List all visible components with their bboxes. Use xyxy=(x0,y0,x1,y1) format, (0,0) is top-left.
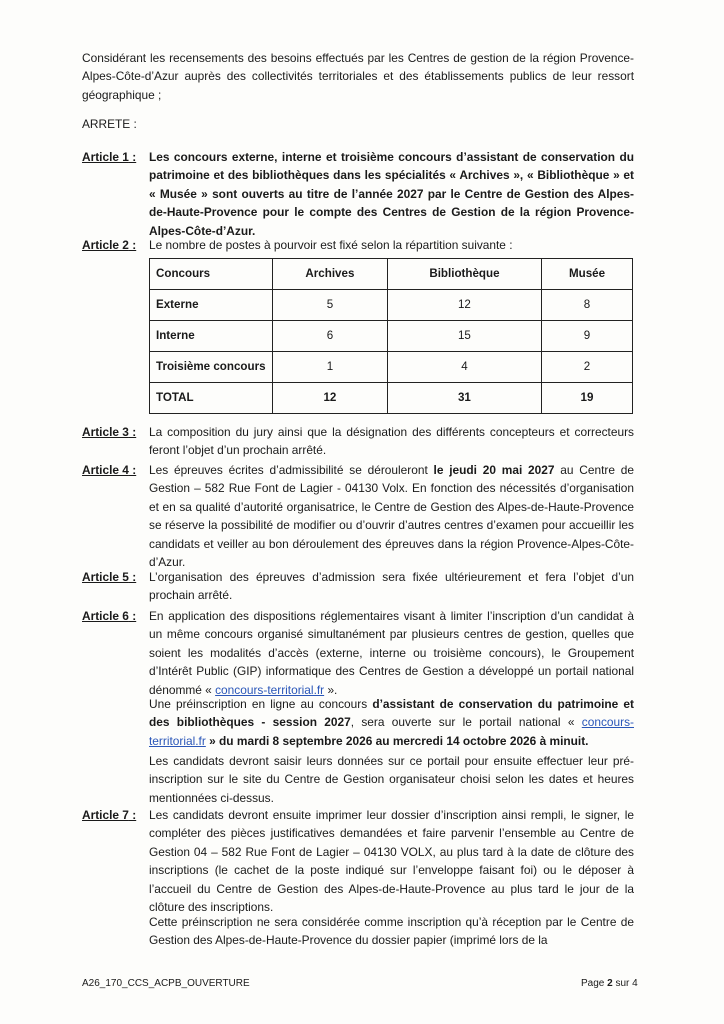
preamble-paragraph: Considérant les recensements des besoins effectués par les Centres de gestion de la région Provence-Alpes-Côte-d’Azur auprès des collectivités territoriales et des établissements publics de leur ressort géographique ; xyxy=(82,51,634,102)
table-cell: 1 xyxy=(273,352,388,383)
table-cell: 9 xyxy=(542,321,633,352)
article-7-paragraph-2: Cette préinscription ne sera considérée comme inscription qu’à réception par le Centre de Gestion des Alpes-de-Haute-Provence du dossier papier (imprimé lors de la xyxy=(149,915,634,948)
arrete-heading: ARRETE : xyxy=(82,117,137,131)
table-row xyxy=(150,352,633,383)
article-7-label: Article 7 : xyxy=(82,808,137,822)
table-cell: 31 xyxy=(387,383,541,414)
table-cell: 5 xyxy=(273,290,388,321)
table-header-cell: Archives xyxy=(273,259,388,290)
article-2-label: Article 2 : xyxy=(82,238,137,252)
table-header-cell: Bibliothèque xyxy=(387,259,541,290)
table-row xyxy=(150,290,633,321)
table-header-row xyxy=(150,259,633,290)
table-cell: TOTAL xyxy=(150,383,273,414)
table-header-cell: Concours xyxy=(150,259,273,290)
article-6-body: En application des dispositions réglementaires visant à limiter l’inscription d’un candidat à un même concours organisé simultanément par plusieurs centres de gestion, quelles que soient les modalités d’accès (externe, interne ou troisième concours), le Groupement d’Intérêt Public (GIP) informatique des Centres de Gestion a développé un portail national dénommé « concours-territorial.fr ». xyxy=(149,609,634,697)
article-2-body: Le nombre de postes à pourvoir est fixé selon la répartition suivante : xyxy=(149,238,513,252)
table-cell: 6 xyxy=(273,321,388,352)
table-total-row xyxy=(150,383,633,414)
article-7-body: Les candidats devront ensuite imprimer leur dossier d’inscription ainsi rempli, le signer, le compléter des pièces justificatives demandées et faire parvenir l’ensemble au Centre de Gestion 04 – 582 Rue Font de Lagier – 04130 VOLX, au plus tard à la date de clôture des inscriptions (le cachet de la poste indiqué sur l’enveloppe faisant foi) ou le déposer à l’accueil du Centre de Gestion des Alpes-de-Haute-Provence au plus tard le jour de la clôture des inscriptions. xyxy=(149,808,634,915)
table-cell: Interne xyxy=(150,321,273,352)
table-cell: Externe xyxy=(150,290,273,321)
article-1-label: Article 1 : xyxy=(82,150,137,164)
postes-table xyxy=(149,258,633,414)
concours-territorial-link[interactable]: concours-territorial.fr xyxy=(215,682,325,697)
article-5-label: Article 5 : xyxy=(82,570,137,584)
article-3-label: Article 3 : xyxy=(82,425,137,439)
table-cell: 19 xyxy=(542,383,633,414)
article-6-label: Article 6 : xyxy=(82,609,137,623)
table-cell: 2 xyxy=(542,352,633,383)
table-cell: Troisième concours xyxy=(150,352,273,383)
article-6-paragraph-3: Les candidats devront saisir leurs données sur ce portail pour ensuite effectuer leur pré-inscription sur le site du Centre de Gestion organisateur choisi selon les dates et heures mentionnées ci-dessus. xyxy=(149,754,634,805)
table-cell: 4 xyxy=(387,352,541,383)
table-cell: 12 xyxy=(387,290,541,321)
document-reference: A26_170_CCS_ACPB_OUVERTURE xyxy=(82,978,250,989)
article-6-paragraph-2: Une préinscription en ligne au concours d’assistant de conservation du patrimoine et des bibliothèques - session 2027, sera ouverte sur le portail national « concours-territorial.fr » du mardi 8 septembre 2026 au mercredi 14 octobre 2026 à minuit. xyxy=(149,697,634,748)
table-header-cell: Musée xyxy=(542,259,633,290)
table-cell: 12 xyxy=(273,383,388,414)
article-5-body: L’organisation des épreuves d’admission sera fixée ultérieurement et fera l’objet d’un prochain arrêté. xyxy=(149,570,634,603)
article-3-body: La composition du jury ainsi que la désignation des différents concepteurs et correcteurs feront l’objet d’un prochain arrêté. xyxy=(149,425,634,458)
page-number: Page 2 sur 4 xyxy=(581,978,638,989)
table-cell: 15 xyxy=(387,321,541,352)
article-4-label: Article 4 : xyxy=(82,463,137,477)
table-cell: 8 xyxy=(542,290,633,321)
article-1-body: Les concours externe, interne et troisième concours d’assistant de conservation du patrimoine et des bibliothèques dans les spécialités « Archives », « Bibliothèque » et « Musée » sont ouverts au titre de l’année 2027 par le Centre de Gestion des Alpes-de-Haute-Provence pour le compte des Centres de Gestion de la région Provence-Alpes-Côte-d’Azur. xyxy=(149,150,634,238)
table-row xyxy=(150,321,633,352)
article-4-body: Les épreuves écrites d’admissibilité se dérouleront le jeudi 20 mai 2027 au Centre de Gestion – 582 Rue Font de Lagier - 04130 Volx. En fonction des nécessités d’organisation et en sa qualité d’autorité organisatrice, le Centre de Gestion des Alpes-de-Haute-Provence se réserve la possibilité de modifier ou d’ouvrir d’autres centres d’examen pour accueillir les candidats et veiller au bon déroulement des épreuves dans la région Provence-Alpes-Côte-d’Azur. xyxy=(149,463,634,570)
concours-territorial-link[interactable]: concours-territorial.fr xyxy=(149,715,634,748)
